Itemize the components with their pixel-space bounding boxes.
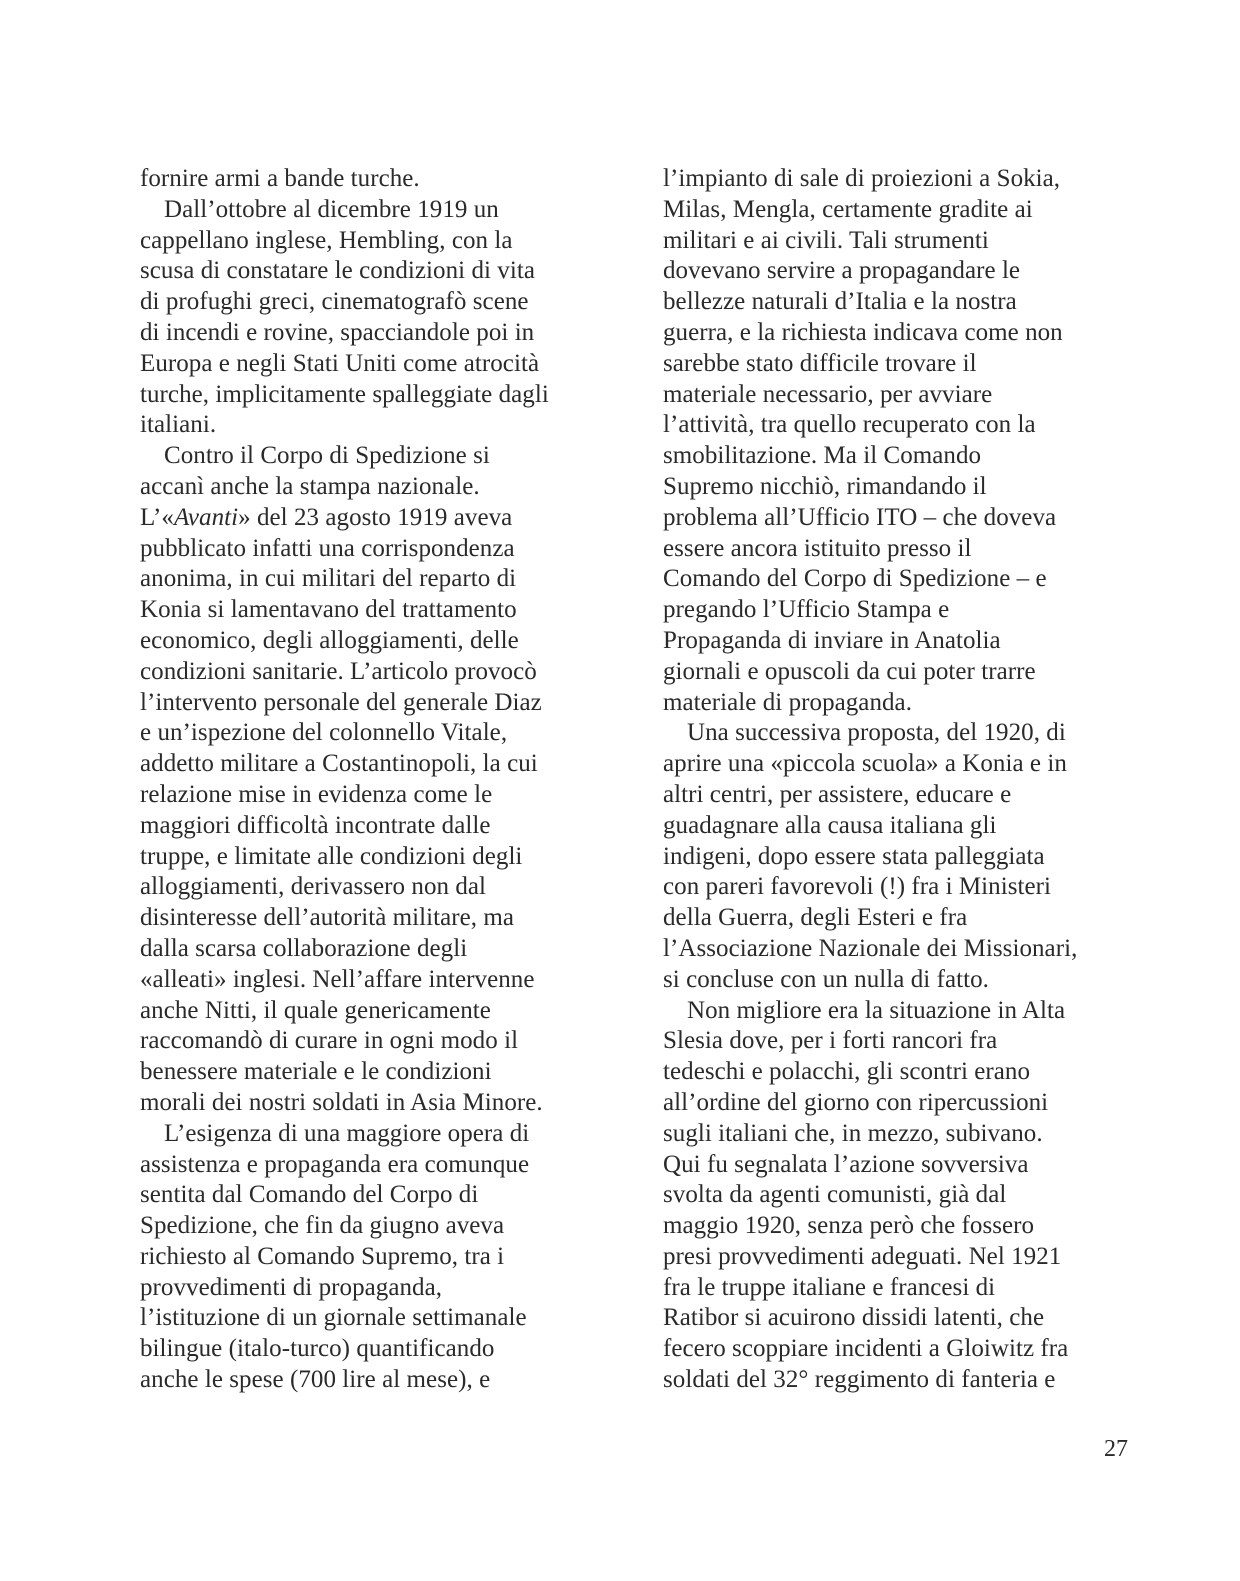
text-line: sugli italiani che, in mezzo, subivano. — [663, 1119, 1043, 1147]
text-line: Ratibor si acuirono dissidi latenti, che — [663, 1304, 1045, 1332]
text-line: bilingue (italo-turco) quantificando — [140, 1335, 495, 1363]
text-line: bellezze naturali d’Italia e la nostra — [663, 288, 1017, 316]
text-line: Konia si lamentavano del trattamento — [140, 596, 517, 624]
text-line: condizioni sanitarie. L’articolo provocò — [140, 657, 537, 685]
text-line: Contro il Corpo di Spedizione si — [164, 442, 490, 470]
text-line: di profughi greci, cinematografò scene — [140, 288, 529, 316]
text-line: benessere materiale e le condizioni — [140, 1058, 492, 1086]
text-line: maggio 1920, senza però che fossero — [663, 1212, 1035, 1240]
text-line: giornali e opuscoli da cui poter trarre — [663, 657, 1036, 685]
text-line: italiani. — [140, 411, 217, 439]
text-line: assistenza e propaganda era comunque — [140, 1150, 530, 1178]
text-line: Slesia dove, per i forti rancori fra — [663, 1027, 998, 1055]
text-line: pregando l’Ufficio Stampa e — [663, 596, 950, 624]
text-line: Non migliore era la situazione in Alta — [687, 996, 1066, 1024]
text-line: Propaganda di inviare in Anatolia — [663, 626, 1001, 654]
text-line: fornire armi a bande turche. — [140, 165, 420, 192]
text-line: con pareri favorevoli (!) fra i Ministeri — [663, 873, 1051, 901]
text-line: Spedizione, che fin da giugno aveva — [140, 1212, 505, 1240]
text-line: l’istituzione di un giornale settimanale — [140, 1304, 527, 1332]
text-line: problema all’Ufficio ITO – che doveva — [663, 503, 1057, 531]
text-line: L’«Avanti» del 23 agosto 1919 aveva — [140, 503, 513, 531]
text-line: aprire una «piccola scuola» a Konia e in — [663, 750, 1067, 778]
text-line: disinteresse dell’autorità militare, ma — [140, 904, 515, 932]
text-line: tedeschi e polacchi, gli scontri erano — [663, 1058, 1031, 1086]
text-line: soldati del 32° reggimento di fanteria e — [663, 1366, 1056, 1394]
text-line: Una successiva proposta, del 1920, di — [687, 719, 1066, 747]
page-number: 27 — [1104, 1436, 1128, 1462]
text-line: altri centri, per assistere, educare e — [663, 780, 1012, 808]
text-line: fecero scoppiare incidenti a Gloiwitz fra — [663, 1335, 1069, 1363]
text-line: l’impianto di sale di proiezioni a Sokia, — [663, 165, 1061, 192]
text-line: Milas, Mengla, certamente gradite ai — [663, 195, 1033, 223]
text-line: dovevano servire a propagandare le — [663, 257, 1021, 285]
text-line: turche, implicitamente spalleggiate dagli — [140, 380, 549, 408]
text-line: svolta da agenti comunisti, già dal — [663, 1181, 1007, 1209]
text-line: morali dei nostri soldati in Asia Minore. — [140, 1088, 543, 1116]
text-line: pubblicato infatti una corrispondenza — [140, 534, 515, 562]
text-line: alloggiamenti, derivassero non dal — [140, 873, 487, 901]
text-line: materiale necessario, per avviare — [663, 380, 993, 408]
text-line: cappellano inglese, Hembling, con la — [140, 226, 513, 254]
text-line: truppe, e limitate alle condizioni degli — [140, 842, 523, 870]
text-line: sentita dal Comando del Corpo di — [140, 1181, 479, 1209]
text-line: indigeni, dopo essere stata palleggiata — [663, 842, 1045, 870]
text-line: smobilitazione. Ma il Comando — [663, 442, 982, 470]
text-line: di incendi e rovine, spacciandole poi in — [140, 318, 535, 346]
text-line: Qui fu segnalata l’azione sovversiva — [663, 1150, 1029, 1178]
right-text-column — [663, 164, 1133, 1396]
text-line: economico, degli alloggiamenti, delle — [140, 626, 519, 654]
text-line: presi provvedimenti adeguati. Nel 1921 — [663, 1242, 1062, 1270]
text-line: l’intervento personale del generale Diaz — [140, 688, 542, 716]
text-line: sarebbe stato difficile trovare il — [663, 349, 977, 377]
text-line: l’attività, tra quello recuperato con la — [663, 411, 1036, 439]
text-line: maggiori difficoltà incontrate dalle — [140, 811, 491, 839]
text-line: militari e ai civili. Tali strumenti — [663, 226, 989, 254]
text-line: della Guerra, degli Esteri e fra — [663, 904, 968, 932]
italic-title: Avanti — [173, 503, 239, 531]
text-line: relazione mise in evidenza come le — [140, 780, 493, 808]
text-line: guerra, e la richiesta indicava come non — [663, 318, 1063, 346]
text-line: richiesto al Comando Supremo, tra i — [140, 1242, 505, 1270]
text-line: accanì anche la stampa nazionale. — [140, 472, 480, 500]
text-line: anche le spese (700 lire al mese), e — [140, 1366, 491, 1394]
text-line: scusa di constatare le condizioni di vita — [140, 257, 535, 285]
text-line: Dall’ottobre al dicembre 1919 un — [164, 195, 499, 223]
text-line: all’ordine del giorno con ripercussioni — [663, 1088, 1049, 1116]
text-line: raccomandò di curare in ogni modo il — [140, 1027, 519, 1055]
text-line: L’esigenza di una maggiore opera di — [164, 1119, 530, 1147]
text-line: fra le truppe italiane e francesi di — [663, 1273, 996, 1301]
text-line: Supremo nicchiò, rimandando il — [663, 472, 987, 500]
text-line: essere ancora istituito presso il — [663, 534, 972, 562]
text-line: «alleati» inglesi. Nell’affare intervenne — [140, 965, 535, 993]
text-line: anche Nitti, il quale genericamente — [140, 996, 491, 1024]
text-line: Comando del Corpo di Spedizione – e — [663, 565, 1047, 593]
text-line: addetto militare a Costantinopoli, la cui — [140, 750, 538, 778]
text-line: guadagnare alla causa italiana gli — [663, 811, 997, 839]
text-line: materiale di propaganda. — [663, 688, 913, 716]
left-text-column — [140, 164, 618, 1396]
text-line: si concluse con un nulla di fatto. — [663, 965, 989, 993]
text-line: e un’ispezione del colonnello Vitale, — [140, 719, 508, 747]
text-line: provvedimenti di propaganda, — [140, 1273, 443, 1301]
text-line: Europa e negli Stati Uniti come atrocità — [140, 349, 540, 377]
text-line: anonima, in cui militari del reparto di — [140, 565, 517, 593]
text-line: l’Associazione Nazionale dei Missionari, — [663, 934, 1078, 962]
text-line: dalla scarsa collaborazione degli — [140, 934, 468, 962]
